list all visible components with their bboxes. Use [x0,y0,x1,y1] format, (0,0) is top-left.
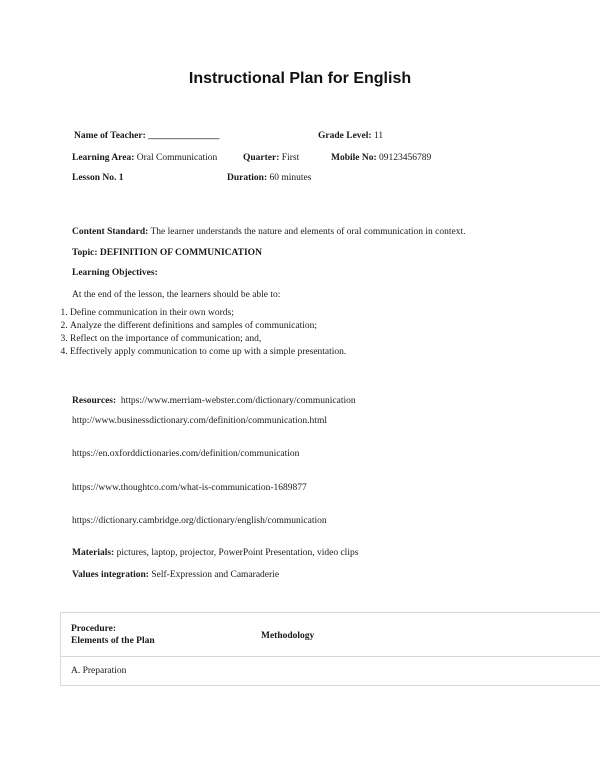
mobile-value: 09123456789 [379,153,432,163]
content-standard-value: The learner understands the nature and elements of oral communication in context. [150,227,466,237]
resource-link[interactable]: https://www.merriam-webster.com/dictionary/communication [120,396,356,406]
mobile-field [331,153,431,163]
objective-item: 3. Reflect on the importance of communication; and, [70,333,570,346]
teacher-label: Name of Teacher: [74,131,146,141]
teacher-name-field [74,131,219,141]
resources [72,396,356,406]
table-row: A. Preparation [71,666,127,676]
resource-link[interactable]: https://dictionary.cambridge.org/dictionary/english/communication [72,516,327,526]
materials [72,548,358,558]
resource-link[interactable]: https://www.thoughtco.com/what-is-communication-1689877 [72,483,307,493]
area-label: Learning Area: [72,153,135,163]
content-standard [72,227,465,237]
duration-field [227,173,311,183]
objective-item: 2. Analyze the different definitions and samples of communication; [70,320,570,333]
procedure-header: Procedure: Elements of the Plan [71,624,155,646]
values-value: Self-Expression and Camaraderie [151,570,280,580]
grade-level-field [318,131,383,141]
learning-objectives-heading: Learning Objectives: [72,268,158,278]
content-standard-label: Content Standard: [72,227,149,237]
procedure-table [60,612,600,686]
topic-label: Topic: [72,248,98,258]
materials-value: pictures, laptop, projector, PowerPoint Presentation, video clips [116,548,359,558]
duration-label: Duration: [227,173,268,183]
grade-label: Grade Level: [318,131,372,141]
lesson-field [72,173,123,183]
area-value: Oral Communication [136,153,218,163]
quarter-value: First [281,153,300,163]
learning-area-field [72,153,217,163]
objective-item: 4. Effectively apply communication to come up with a simple presentation. [70,346,570,359]
lesson-label: Lesson No. [72,173,117,183]
grade-value: 11 [373,131,384,141]
resource-link[interactable]: https://en.oxforddictionaries.com/definition/communication [72,449,300,459]
quarter-label: Quarter: [243,153,280,163]
objective-item: 1. Define communication in their own words; [70,307,570,320]
methodology-header: Methodology [261,631,315,641]
objectives-intro: At the end of the lesson, the learners should be able to: [72,290,281,300]
topic-value: DEFINITION OF COMMUNICATION [99,248,262,258]
page-title: Instructional Plan for English [188,70,412,87]
values-label: Values integration: [72,570,149,580]
duration-value: 60 minutes [269,173,312,183]
values-integration [72,570,279,580]
mobile-label: Mobile No: [331,153,377,163]
lesson-value: 1 [118,173,124,183]
quarter-field [243,153,299,163]
teacher-value: _______________ [148,131,220,141]
objectives-list [34,307,570,359]
resources-label: Resources: [72,396,117,406]
topic [72,248,262,258]
materials-label: Materials: [72,548,115,558]
resource-link[interactable]: http://www.businessdictionary.com/definition/communication.html [72,416,327,426]
